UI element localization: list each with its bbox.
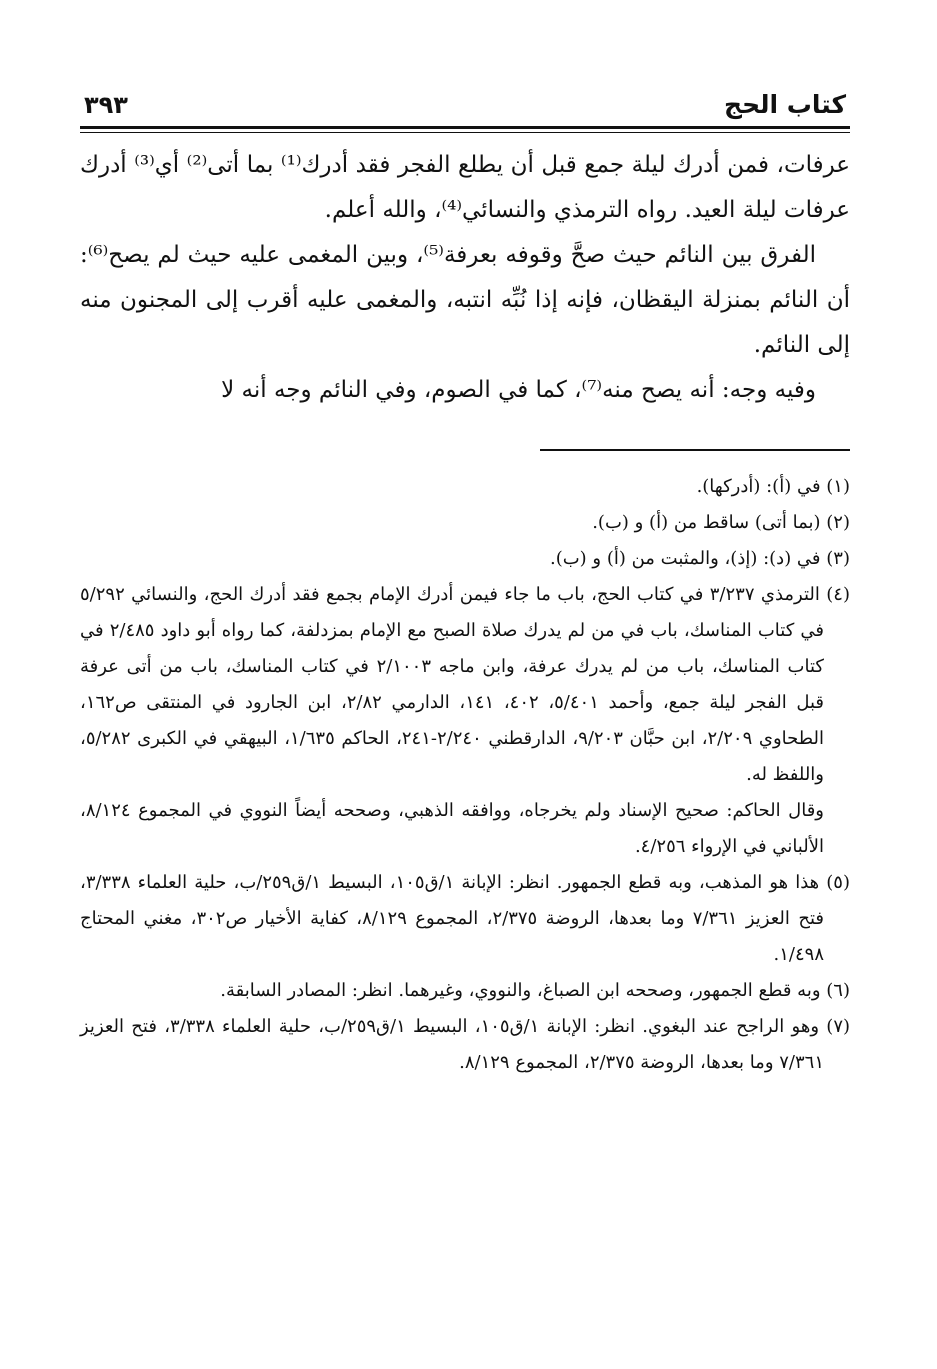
footnote: (٢) (بما أتى) ساقط من (أ) و (ب). — [592, 512, 850, 533]
footnote: (٦) وبه قطع الجمهور، وصححه ابن الصباغ، والنووي، وغيرهما. انظر: المصادر السابقة. — [220, 980, 850, 1001]
footnote: (٥) هذا هو المذهب، وبه قطع الجمهور. انظر: الإبانة ١/ق١٠٥، البسيط ١/ق٢٥٩/ب، حلية العلماء ٣/٣٣٨، فتح العزيز ٧/٣٦١ وما بعدها، الروضة ٢/٣٧٥، المجموع ٨/١٢٩، كفاية الأخيار ص٣٠٢، مغني المحتاج ١/٤٩٨. — [80, 872, 850, 965]
footnote: (٣) في (د): (إذ)، والمثبت من (أ) و (ب). — [549, 548, 850, 569]
footnote: (١) في (أ): (أدركها). — [696, 476, 850, 497]
footnote: (٤) الترمذي ٣/٢٣٧ في كتاب الحج، باب ما جاء فيمن أدرك الإمام بجمع فقد أدرك الحج، والنسائي ٥/٢٩٢ في كتاب المناسك، باب في من لم يدرك صلاة الصبح مع الإمام بمزدلفة، كما رواه أبو داود ٢/٤٨٥ في كتاب المناسك، باب من لم يدرك عرفة، وابن ماجه ٢/١٠٠٣ في كتاب المناسك، باب من أتى عرفة قبل الفجر ليلة جمع، وأحمد ٥/٤٠١، ٤٠٢، ١٤١، الدارمي ٢/٨٢، ابن الجارود في المنتقى ص١٦٢، الطحاوي ٢/٢٠٩، ابن حبَّان ٩/٢٠٣، الدارقطني ٢/٢٤٠-٢٤١، الحاكم ١/٦٣٥، البيهقي في الكبرى ٥/٢٨٢، واللفظ له. — [80, 584, 850, 785]
header-rule-thin — [80, 132, 850, 133]
book-page — [80, 88, 850, 1081]
footnotes — [80, 469, 850, 1081]
main-paragraph: عرفات، فمن أدرك ليلة جمع قبل أن يطلع الفجر فقد أدرك⁽¹⁾ بما أتى⁽²⁾ أي⁽³⁾ أدرك عرفات ليلة العيد. رواه الترمذي والنسائي⁽⁴⁾، والله أعلم. — [80, 152, 851, 223]
chapter-title: كتاب الحج — [724, 90, 846, 119]
footnote-continuation: وقال الحاكم: صحيح الإسناد ولم يخرجاه، ووافقه الذهبي، وصححه أيضاً النووي في المجموع ٨/١٢٤، الألباني في الإرواء ٤/٢٥٦. — [80, 800, 824, 857]
main-text — [80, 143, 850, 413]
page-number: ٣٩٣ — [84, 91, 128, 119]
footnote: (٧) وهو الراجح عند البغوي. انظر: الإبانة ١/ق١٠٥، البسيط ١/ق٢٥٩/ب، حلية العلماء ٣/٣٣٨، فتح العزيز ٧/٣٦١ وما بعدها، الروضة ٢/٣٧٥، المجموع ٨/١٢٩. — [80, 1016, 851, 1073]
header-rule-thick — [80, 126, 850, 129]
main-paragraph: الفرق بين النائم حيث صحَّ وقوفه بعرفة⁽⁵⁾، وبين المغمى عليه حيث لم يصح⁽⁶⁾: أن النائم بمنزلة اليقظان، فإنه إذا نُبِّه انتبه، والمغمى عليه أقرب إلى المجنون منه إلى النائم. — [80, 242, 850, 358]
footnote-separator — [540, 449, 850, 451]
page-header — [80, 88, 850, 120]
main-paragraph: وفيه وجه: أنه يصح منه⁽⁷⁾، كما في الصوم، وفي النائم وجه أنه لا — [221, 377, 816, 403]
